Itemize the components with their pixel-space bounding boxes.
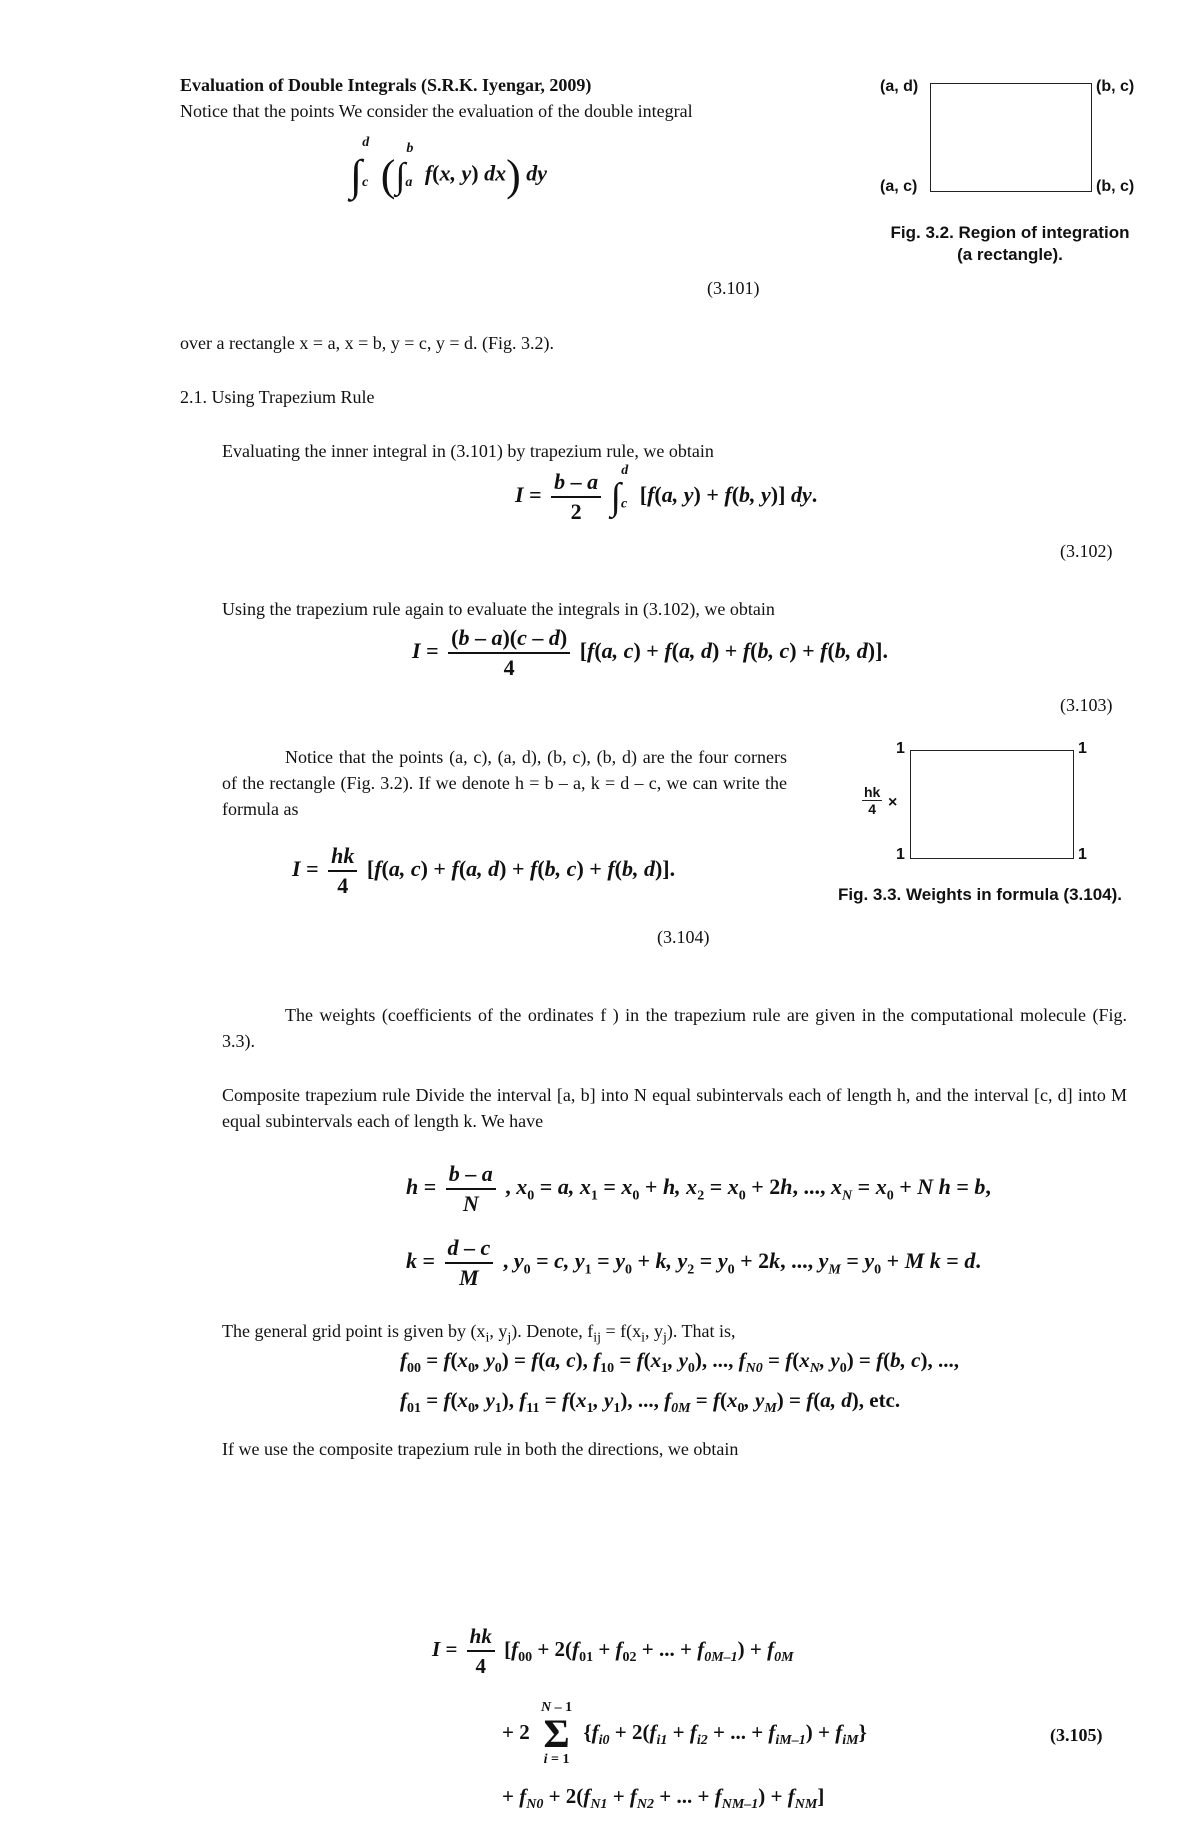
- fig33-weight-bottom-right: 1: [1078, 846, 1087, 863]
- fig32-label-top-left: (a, d): [880, 78, 919, 95]
- page-title: Evaluation of Double Integrals (S.R.K. Iyengar, 2009): [180, 75, 592, 95]
- fig33-four: 4: [868, 801, 877, 817]
- grid-sub-i-2: i: [641, 1330, 645, 1346]
- equation-3-102: I = $\frac{b - a}{2}$ $\int_c^d$ [f(a, y) + f(b, y)] dy.: [515, 462, 818, 524]
- grid-text-a: The general grid point is given by (x: [222, 1321, 486, 1341]
- inner-integral-text: Evaluating the inner integral in (3.101) by trapezium rule, we obtain: [222, 441, 714, 461]
- grid-text-f: ). That is,: [666, 1321, 736, 1341]
- grid-text-c: ). Denote, f: [511, 1321, 594, 1341]
- figure-3-3: [800, 740, 1160, 910]
- fig33-weight-bottom-left: 1: [896, 846, 905, 863]
- fig33-weight-top-right: 1: [1078, 740, 1087, 757]
- fig32-label-bottom-left: (a, c): [880, 178, 918, 195]
- fig33-hk: hk: [864, 784, 881, 800]
- fig33-caption: Fig. 3.3. Weights in formula (3.104).: [837, 885, 1123, 904]
- fig32-caption-line2: (a rectangle).: [957, 245, 1063, 264]
- both-directions-text: If we use the composite trapezium rule in both the directions, we obtain: [222, 1439, 739, 1459]
- region-text: over a rectangle x = a, x = b, y = c, y = d. (Fig. 3.2).: [180, 333, 555, 353]
- fig33-scale-factor: [862, 784, 882, 817]
- fig33-rectangle: [910, 750, 1074, 859]
- equation-3-105-line1: I = $\frac{hk}{4}$ [$f_{00} + 2(f_{01} + f_{02}$ + ... + $f_{0M-1}) + f_{0M}$: [432, 1624, 794, 1678]
- equation-3-105-line3: + $f_{N0} + 2(f_{N1} + f_{N2}$ + ... + $f_{NM-1}) + f_{NM}$]: [502, 1784, 825, 1813]
- trapezium-again-text: Using the trapezium rule again to evaluate the integrals in (3.102), we obtain: [222, 599, 775, 619]
- fig32-rectangle: [930, 83, 1092, 192]
- grid-sub-i: i: [485, 1330, 490, 1346]
- fig32-label-top-right: (b, c): [1096, 78, 1135, 95]
- equation-3-101: $\int_c^d$ ($\int_a^b$ f(x, y) dx) dy: [350, 135, 547, 200]
- weights-paragraph: The weights (coefficients of the ordinates f ) in the trapezium rule are given in the computational molecule (Fig. 3.3).: [222, 1005, 1127, 1051]
- equation-3-103: I = $\frac{(b - a)(c - d)}{4}$ [f(a, c) + f(a, d) + f(b, c) + f(b, d)].: [412, 625, 888, 680]
- equation-h-definition: h = $\frac{b - a}{N}$ , $x_0 = a$, $x_1 = x_0 + h$, $x_2 = x_0 + 2h$, ..., $x_N = x_0 + N$ h = b,: [406, 1161, 991, 1216]
- fig32-caption: [860, 222, 1160, 266]
- grid-text-b: , y: [489, 1321, 508, 1341]
- intro-text: Notice that the points We consider the evaluation of the double integral: [180, 101, 693, 121]
- grid-text-e: , y: [645, 1321, 663, 1341]
- equation-3-105-line2: + 2 N – 1 Σ i = 1 {$f_{i0} + 2(f_{i1} + f_{i2}$ + ... + $f_{iM-1}) + f_{iM}$}: [502, 1700, 867, 1767]
- equation-number-3-105: (3.105): [1050, 1725, 1103, 1745]
- fig33-times-icon: ×: [888, 794, 898, 811]
- fig32-label-bottom-right: (b, c): [1096, 178, 1135, 195]
- equation-k-definition: k = $\frac{d - c}{M}$ , $y_0 = c$, $y_1 = y_0 + k$, $y_2 = y_0 + 2k$, ..., $y_M = y_0 + M$ k = d.: [406, 1235, 981, 1290]
- fig32-caption-line1: Fig. 3.2. Region of integration: [890, 223, 1130, 242]
- equation-number-3-101: (3.101): [707, 278, 760, 298]
- fig33-weight-top-left: 1: [896, 740, 905, 757]
- equation-f-values-line1: $f_{00} = f(x_0$, $y_0) = f(a$, c), $f_{10} = f(x_1$, $y_0$), ..., $f_{N0} = f(x_N$, $y_0) = f(b$, c), ...,: [400, 1348, 959, 1377]
- grid-sub-ij: ij: [593, 1330, 601, 1346]
- equation-3-104: I = $\frac{hk}{4}$ [f(a, c) + f(a, d) + f(b, c) + f(b, d)].: [292, 843, 676, 898]
- equation-number-3-104: (3.104): [657, 927, 710, 947]
- section-title: 2.1. Using Trapezium Rule: [180, 387, 375, 407]
- equation-f-values-line2: $f_{01} = f(x_0$, $y_1$), $f_{11} = f(x_1$, $y_1$), ..., $f_{0M} = f(x_0$, $y_M) = f(a$, d), etc.: [400, 1388, 901, 1417]
- equation-number-3-102: (3.102): [1060, 541, 1113, 561]
- equation-number-3-103: (3.103): [1060, 695, 1113, 715]
- grid-text-d: = f(x: [600, 1321, 642, 1341]
- grid-sub-j-2: j: [663, 1330, 667, 1346]
- figure-3-2: [860, 70, 1160, 270]
- grid-point-text: [222, 1318, 736, 1352]
- corners-paragraph: Notice that the points (a, c), (a, d), (b, c), (b, d) are the four corners of the rectangle (Fig. 3.2). If we denote h = b – a, k = d – c, we can write the formula as: [222, 747, 787, 819]
- composite-paragraph: Composite trapezium rule Divide the interval [a, b] into N equal subintervals each of length h, and the interval [c, d] into M equal subintervals each of length k. We have: [222, 1085, 1127, 1131]
- grid-sub-j: j: [507, 1330, 512, 1346]
